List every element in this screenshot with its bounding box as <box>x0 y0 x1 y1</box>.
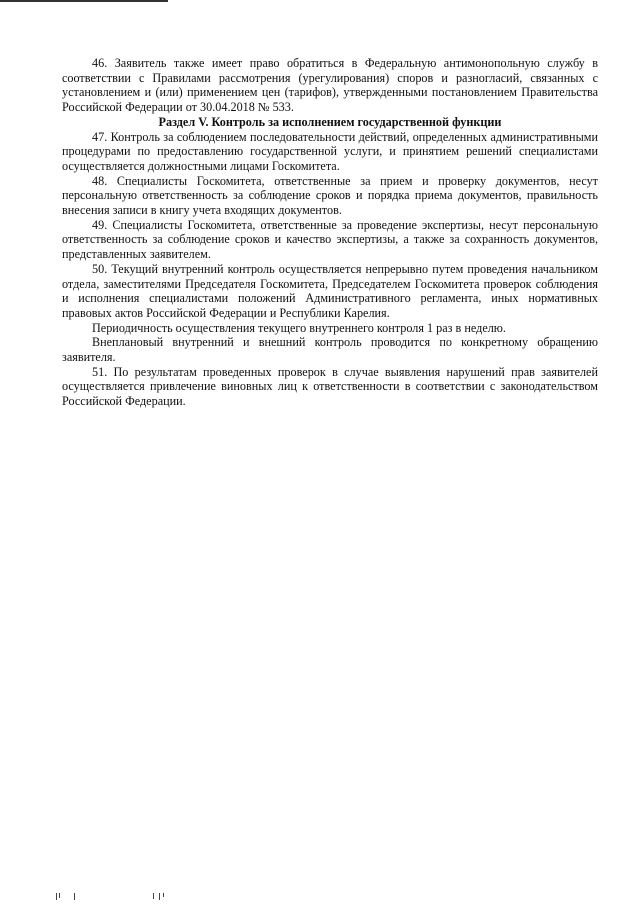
scan-edge-line <box>0 0 168 2</box>
paragraph-46: 46. Заявитель также имеет право обратиться в Федеральную антимонопольную службу в соответствии с Правилами рассмотрения (урегулирования) споров и разногласий, связанных с установлением и (или) применением цен (тарифов), утвержденными постановлением Правительства Российской Федерации от 30.04.2018 № 533. <box>62 56 598 115</box>
paragraph-47: 47. Контроль за соблюдением последовательности действий, определенных административными процедурами по предоставлению государственной услуги, и принятием решений специалистами осуществляется должностными лицами Госкомитета. <box>62 129 598 173</box>
paragraph-51: 51. По результатам проведенных проверок в случае выявления нарушений прав заявителей осуществляется привлечение виновных лиц к ответственности в соответствии с законодательством Российской Федерации. <box>62 364 598 409</box>
document-body <box>62 56 598 409</box>
scan-footer-marks <box>0 893 640 901</box>
paragraph-49: 49. Специалисты Госкомитета, ответственные за проведение экспертизы, несут персональную ответственность за соблюдение сроков и качество экспертизы, а также за сохранность документов, представленных заявителем. <box>62 217 598 262</box>
paragraph-50: 50. Текущий внутренний контроль осуществляется непрерывно путем проведения начальником отдела, заместителями Председателя Госкомитета, Председателем Госкомитета проверок соблюдения и исполнения специалистами положений Административного регламента, иных нормативных правовых актов Российской Федерации и Республики Карелия. <box>62 261 598 320</box>
paragraph-48: 48. Специалисты Госкомитета, ответственные за прием и проверку документов, несут персональную ответственность за соблюдение сроков и порядка приема документов, правильность внесения записи в книгу учета входящих документов. <box>62 173 598 218</box>
section-title: Раздел V. Контроль за исполнением государственной функции <box>158 114 502 129</box>
paragraph-periodicity: Периодичность осуществления текущего внутреннего контроля 1 раз в неделю. <box>92 320 506 335</box>
paragraph-unscheduled: Внеплановый внутренний и внешний контроль проводится по конкретному обращению заявителя. <box>62 335 598 365</box>
